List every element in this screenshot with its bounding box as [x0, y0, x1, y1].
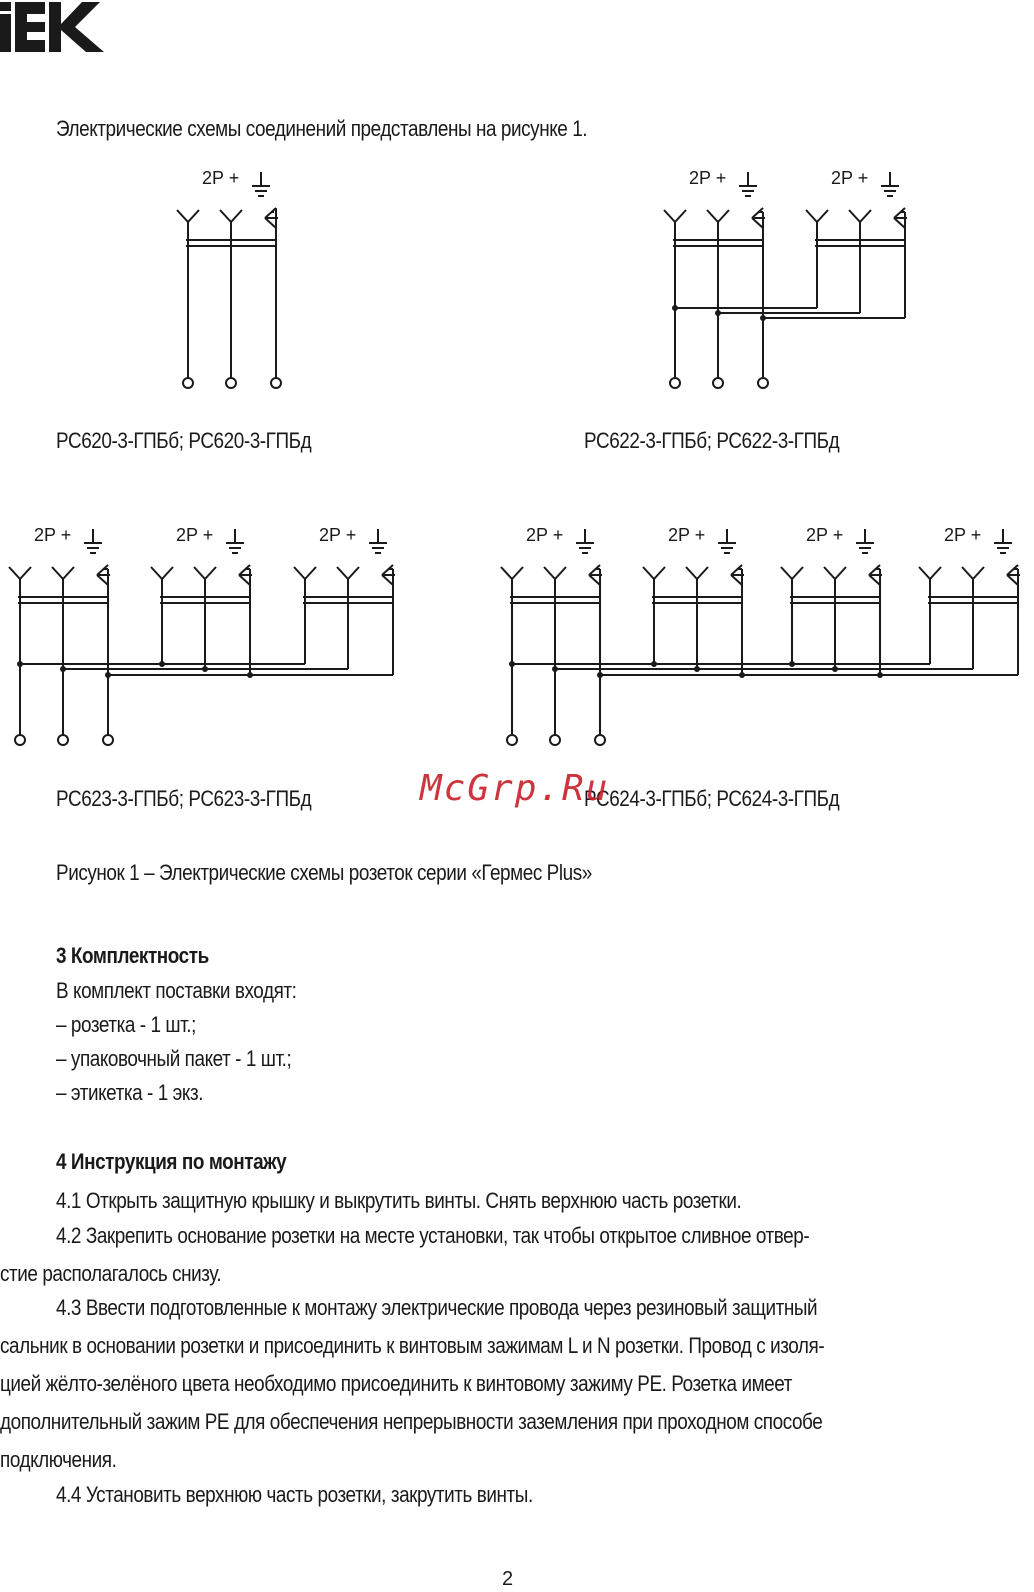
contact-L-N	[555, 567, 566, 579]
junction-dot	[715, 310, 721, 316]
junction-dot	[17, 661, 23, 667]
junction-dot	[247, 672, 253, 678]
junction-dot	[877, 672, 883, 678]
terminal	[15, 735, 25, 745]
section-4-line: цией жёлто-зелёного цвета необходимо присоединить к винтовому зажиму PE. Розетка имеет	[0, 1371, 792, 1396]
section-3-line: – упаковочный пакет - 1 шт.;	[56, 1046, 292, 1071]
junction-dot	[159, 661, 165, 667]
contact-label: 2P +	[668, 525, 706, 545]
contact-L-N	[151, 567, 162, 579]
section-3-line: – розетка - 1 шт.;	[56, 1012, 196, 1037]
contact-L-N	[544, 567, 555, 579]
section-3-line: В комплект поставки входят:	[56, 978, 297, 1003]
contact-pe	[1007, 575, 1018, 585]
terminal	[103, 735, 113, 745]
contact-L-N	[849, 210, 860, 222]
section-3-line: – этикетка - 1 экз.	[56, 1080, 204, 1105]
contact-pe	[589, 575, 600, 585]
contact-L-N	[177, 210, 188, 222]
contact-L-N	[930, 567, 941, 579]
contact-pe	[97, 575, 108, 585]
contact-L-N	[205, 567, 216, 579]
page-number: 2	[502, 1568, 514, 1590]
contact-L-N	[664, 210, 675, 222]
terminal	[595, 735, 605, 745]
terminal	[58, 735, 68, 745]
junction-dot	[739, 672, 745, 678]
contact-L-N	[9, 567, 20, 579]
section-4-line: дополнительный зажим PE для обеспечения непрерывности заземления при проходном способе	[0, 1409, 823, 1434]
junction-dot	[832, 666, 838, 672]
junction-dot	[509, 661, 515, 667]
junction-dot	[789, 661, 795, 667]
section-4-line: 4.2 Закрепить основание розетки на месте установки, так чтобы открытое сливное отвер-	[56, 1223, 810, 1248]
contact-pe	[731, 575, 742, 585]
section-4-line: подключения.	[0, 1447, 117, 1472]
terminal	[713, 378, 723, 388]
contact-L-N	[188, 210, 199, 222]
contact-label: 2P +	[202, 168, 240, 188]
section-4-title: 4 Инструкция по монтажу	[56, 1149, 287, 1174]
section-4-line: стие располагалось снизу.	[0, 1261, 222, 1286]
contact-L-N	[707, 210, 718, 222]
section-4-line: 4.3 Ввести подготовленные к монтажу электрические провода через резиновый защитный	[56, 1295, 818, 1320]
junction-dot	[60, 666, 66, 672]
junction-dot	[694, 666, 700, 672]
terminal	[670, 378, 680, 388]
figure-caption: Рисунок 1 – Электрические схемы розеток серии «Гермес Plus»	[56, 860, 592, 885]
contact-pe	[894, 218, 905, 228]
contact-L-N	[231, 210, 242, 222]
intro-text: Электрические схемы соединений представлены на рисунке 1.	[56, 116, 588, 141]
contact-L-N	[20, 567, 31, 579]
contact-L-N	[718, 210, 729, 222]
terminal	[226, 378, 236, 388]
contact-L-N	[781, 567, 792, 579]
contact-L-N	[220, 210, 231, 222]
contact-L-N	[654, 567, 665, 579]
contact-L-N	[792, 567, 803, 579]
contact-label: 2P +	[176, 525, 214, 545]
junction-dot	[202, 666, 208, 672]
terminal	[271, 378, 281, 388]
terminal	[758, 378, 768, 388]
junction-dot	[672, 305, 678, 311]
model-label-rs622: РС622-3-ГПБб; РС622-3-ГПБд	[584, 428, 840, 453]
contact-label: 2P +	[34, 525, 72, 545]
contact-label: 2P +	[944, 525, 982, 545]
junction-dot	[760, 315, 766, 321]
contact-L-N	[817, 210, 828, 222]
contact-label: 2P +	[689, 168, 727, 188]
contact-pe	[239, 575, 250, 585]
contact-L-N	[305, 567, 316, 579]
contact-L-N	[962, 567, 973, 579]
model-label-rs620: РС620-3-ГПБб; РС620-3-ГПБд	[56, 428, 312, 453]
model-label-rs624: РС624-3-ГПБб; РС624-3-ГПБд	[584, 786, 840, 811]
contact-pe	[382, 575, 393, 585]
contact-label: 2P +	[319, 525, 357, 545]
contact-L-N	[294, 567, 305, 579]
junction-dot	[597, 672, 603, 678]
contact-L-N	[337, 567, 348, 579]
contact-L-N	[973, 567, 984, 579]
contact-L-N	[194, 567, 205, 579]
contact-L-N	[697, 567, 708, 579]
contact-L-N	[806, 210, 817, 222]
contact-L-N	[919, 567, 930, 579]
contact-pe	[869, 575, 880, 585]
wiring-diagrams	[0, 160, 1034, 760]
section-3-title: 3 Комплектность	[56, 943, 209, 968]
watermark: McGrp.Ru	[420, 768, 610, 809]
terminal	[507, 735, 517, 745]
contact-L-N	[686, 567, 697, 579]
contact-label: 2P +	[526, 525, 564, 545]
contact-pe	[752, 218, 763, 228]
contact-L-N	[675, 210, 686, 222]
section-4-line: 4.1 Открыть защитную крышку и выкрутить винты. Снять верхнюю часть розетки.	[56, 1188, 742, 1213]
contact-L-N	[162, 567, 173, 579]
contact-L-N	[860, 210, 871, 222]
junction-dot	[552, 666, 558, 672]
contact-pe	[265, 218, 276, 228]
contact-L-N	[643, 567, 654, 579]
contact-L-N	[63, 567, 74, 579]
contact-L-N	[835, 567, 846, 579]
contact-L-N	[52, 567, 63, 579]
contact-label: 2P +	[831, 168, 869, 188]
section-4-line: сальник в основании розетки и присоединить к винтовым зажимам L и N розетки. Провод с изоля-	[0, 1333, 825, 1358]
terminal	[183, 378, 193, 388]
contact-L-N	[512, 567, 523, 579]
model-label-rs623: РС623-3-ГПБб; РС623-3-ГПБд	[56, 786, 312, 811]
contact-pe	[265, 208, 276, 218]
iek-logo	[0, 2, 116, 54]
section-4-line: 4.4 Установить верхнюю часть розетки, закрутить винты.	[56, 1482, 533, 1507]
contact-label: 2P +	[806, 525, 844, 545]
contact-L-N	[348, 567, 359, 579]
terminal	[550, 735, 560, 745]
junction-dot	[105, 672, 111, 678]
junction-dot	[651, 661, 657, 667]
contact-L-N	[824, 567, 835, 579]
contact-L-N	[501, 567, 512, 579]
